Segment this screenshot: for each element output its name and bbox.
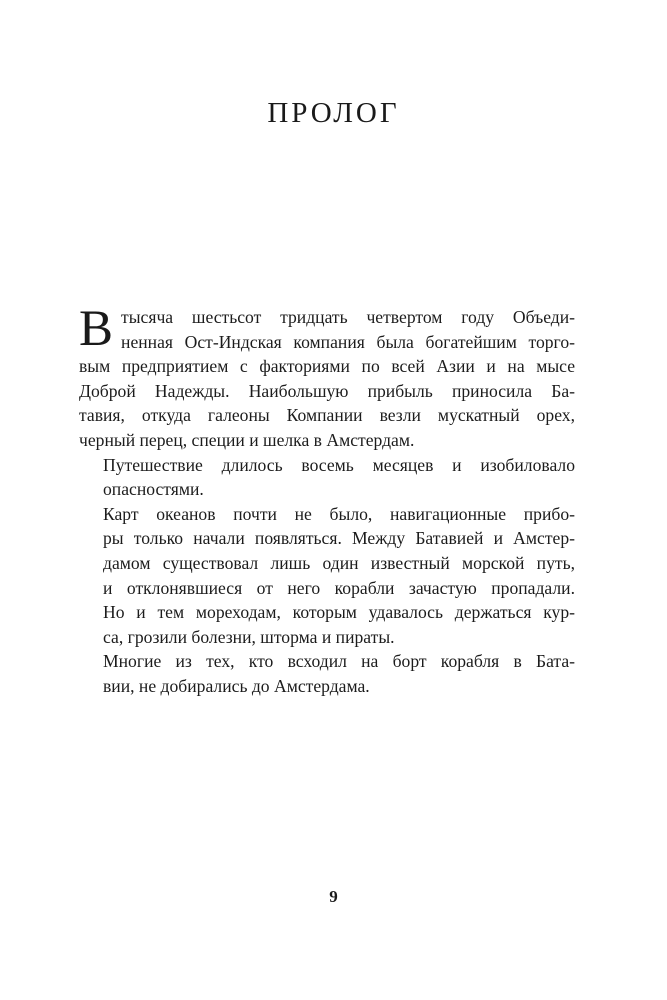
text-line: Доброй Надежды. Наибольшую прибыль приносила Ба-	[79, 380, 575, 401]
text-line: са, грозили болезни, шторма и пираты.	[103, 626, 395, 647]
text-line: опасностями.	[103, 479, 204, 500]
text-line: и отклонявшиеся от него корабли зачастую пропадали.	[103, 577, 575, 598]
paragraph-4	[79, 649, 575, 698]
text-line: черный перец, специи и шелка в Амстердам.	[79, 429, 415, 450]
text-line: дамом существовал лишь один известный морской путь,	[103, 552, 575, 573]
text-line: ры только начали появляться. Между Батавией и Амстер-	[103, 528, 575, 549]
text-line: Но и тем мореходам, которым удавалось держаться кур-	[103, 602, 575, 623]
text-line: ненная Ост-Индская компания была богатейшим торго-	[121, 331, 575, 352]
text-line: вым предприятием с факториями по всей Азии и на мысе	[79, 356, 575, 377]
page-title: ПРОЛОГ	[267, 97, 400, 129]
text-line: тавия, откуда галеоны Компании везли мускатный орех,	[79, 405, 575, 426]
drop-cap: В	[79, 301, 114, 357]
paragraph-2	[79, 453, 575, 502]
text-line: Карт океанов почти не было, навигационные прибо-	[103, 503, 575, 524]
text-line: Многие из тех, кто всходил на борт корабля в Бата-	[103, 651, 575, 672]
page-number: 9	[329, 887, 338, 906]
body-text	[79, 301, 575, 699]
text-line: тысяча шестьсот тридцать четвертом году Объеди-	[121, 307, 575, 327]
text-line: Путешествие длилось восемь месяцев и изобиловало	[103, 454, 575, 475]
paragraph-1	[79, 301, 575, 453]
paragraph-3	[79, 502, 575, 650]
text-line: вии, не добирались до Амстердама.	[103, 675, 370, 696]
